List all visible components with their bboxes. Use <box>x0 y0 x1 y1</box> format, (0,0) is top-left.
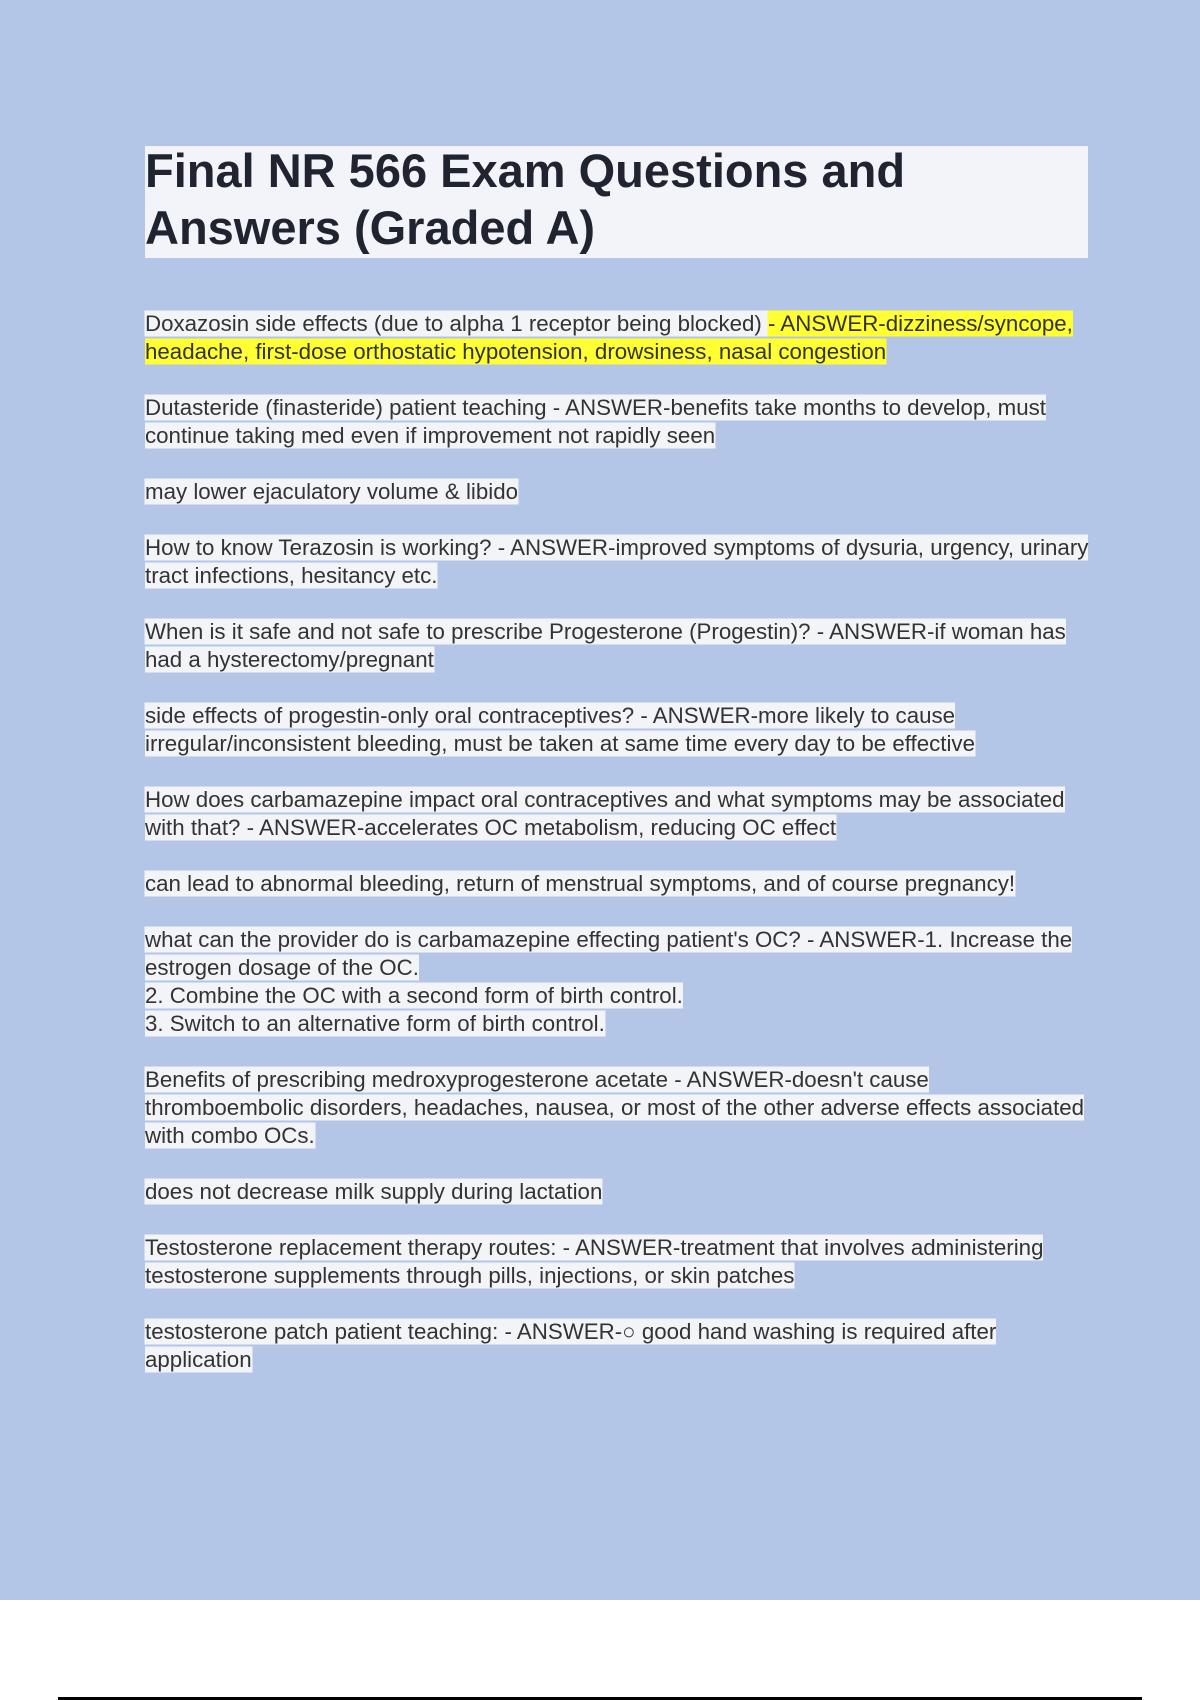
entry-text: When is it safe and not safe to prescribe Progesterone (Progestin)? - ANSWER-if woman has had a hysterectomy/pregnant <box>145 619 1066 672</box>
qa-entry-milk-supply <box>145 1178 1090 1206</box>
entry-text: side effects of progestin-only oral contraceptives? - ANSWER-more likely to cause irregular/inconsistent bleeding, must be taken at same time every day to be effective <box>145 703 975 756</box>
entry-text: Benefits of prescribing medroxyprogesterone acetate - ANSWER-doesn't cause thromboembolic disorders, headaches, nausea, or most of the other adverse effects associated with combo OCs. <box>145 1067 1085 1148</box>
qa-entry-doxazosin <box>145 310 1090 366</box>
entry-text: what can the provider do is carbamazepine effecting patient's OC? - ANSWER-1. Increase the estrogen dosage of the OC. 2. Combine the OC with a second form of birth control. 3. Switch to an alternative form of birth control. <box>145 927 1073 1036</box>
qa-entry-carbamazepine-impact <box>145 786 1090 842</box>
qa-list <box>145 310 1090 1402</box>
qa-entry-testosterone-patch <box>145 1318 1090 1374</box>
entry-text: testosterone patch patient teaching: - ANSWER-○ good hand washing is required after application <box>145 1319 997 1372</box>
entry-text: Testosterone replacement therapy routes: - ANSWER-treatment that involves administering testosterone supplements through pills, injections, or skin patches <box>145 1235 1044 1288</box>
qa-entry-testosterone-routes <box>145 1234 1090 1290</box>
qa-entry-medroxyprogesterone <box>145 1066 1090 1150</box>
entry-text: How does carbamazepine impact oral contraceptives and what symptoms may be associated with that? - ANSWER-accelerates OC metabolism, reducing OC effect <box>145 787 1065 840</box>
entry-text: How to know Terazosin is working? - ANSWER-improved symptoms of dysuria, urgency, urinary tract infections, hesitancy etc. <box>145 535 1089 588</box>
entry-text: Dutasteride (finasteride) patient teaching - ANSWER-benefits take months to develop, must continue taking med even if improvement not rapidly seen <box>145 395 1046 448</box>
qa-entry-abnormal-bleeding <box>145 870 1090 898</box>
entry-text: does not decrease milk supply during lactation <box>145 1179 603 1204</box>
document-title: Final NR 566 Exam Questions and Answers (Graded A) <box>145 144 906 254</box>
qa-entry-terazosin <box>145 534 1090 590</box>
question-text: Doxazosin side effects (due to alpha 1 receptor being blocked) <box>145 311 769 336</box>
qa-entry-ejaculatory-volume <box>145 478 1090 506</box>
entry-text: can lead to abnormal bleeding, return of menstrual symptoms, and of course pregnancy! <box>145 871 1016 896</box>
qa-entry-progesterone <box>145 618 1090 674</box>
highlighted-answer: - ANSWER-dizziness/syncope, headache, first-dose orthostatic hypotension, drowsiness, nasal congestion <box>145 311 1073 364</box>
qa-entry-dutasteride <box>145 394 1090 450</box>
qa-entry-provider-options <box>145 926 1090 1038</box>
entry-text: may lower ejaculatory volume & libido <box>145 479 519 504</box>
qa-entry-progestin-only <box>145 702 1090 758</box>
